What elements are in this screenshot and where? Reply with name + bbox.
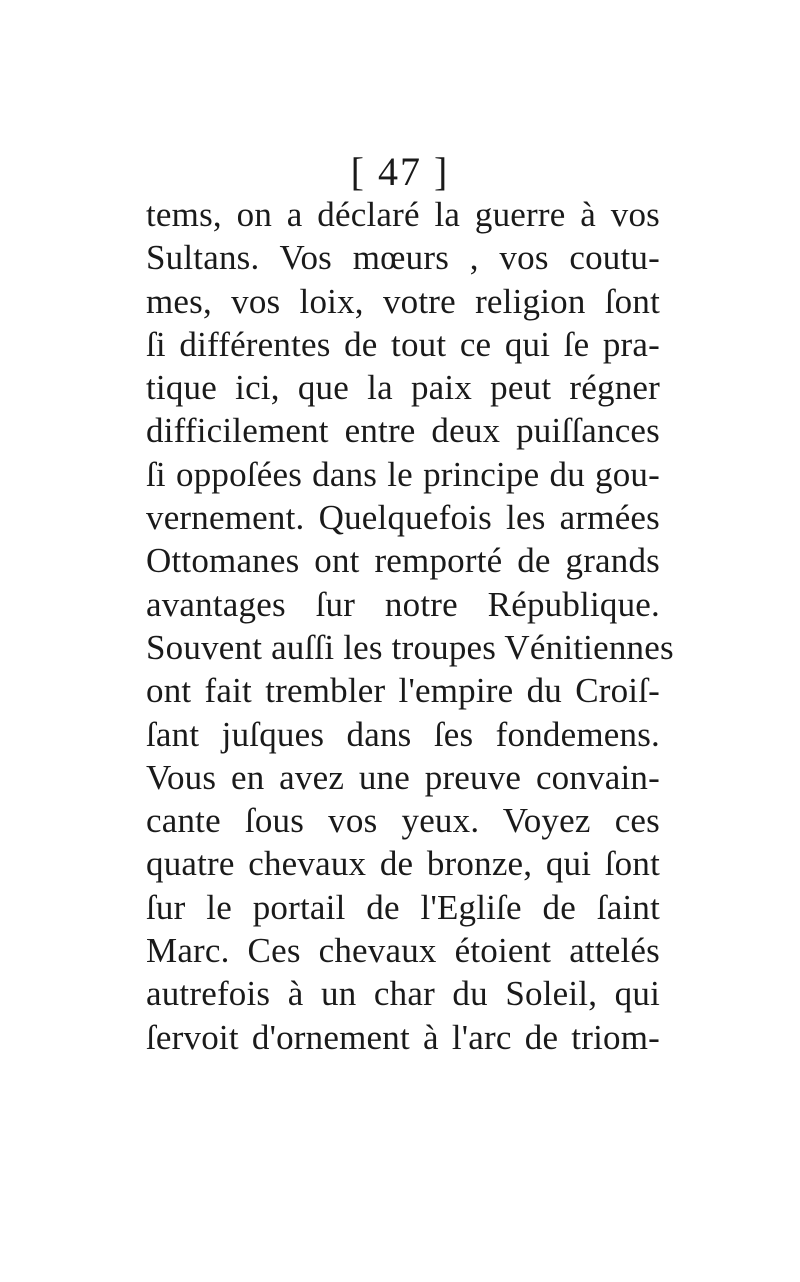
text-line: ont fait trembler l'empire du Croiſ- bbox=[146, 671, 660, 711]
text-line: avantages ſur notre République. bbox=[146, 584, 660, 624]
text-line: ſi différentes de tout ce qui ſe pra- bbox=[146, 324, 660, 364]
page-number: [ 47 ] bbox=[350, 149, 450, 194]
text-line: mes, vos loix, votre religion ſont bbox=[146, 281, 660, 321]
text-line: Souvent auſſi les troupes Vénitiennes bbox=[146, 627, 674, 667]
text-line: vernement. Quelquefois les armées bbox=[146, 498, 660, 538]
text-line: difficilement entre deux puiſſances bbox=[146, 411, 660, 451]
text-line: tems, on a déclaré la guerre à vos bbox=[146, 195, 660, 234]
text-line: ſervoit d'ornement à l'arc de triom- bbox=[146, 1017, 660, 1057]
text-line: cante ſous vos yeux. Voyez ces bbox=[146, 801, 660, 841]
text-line: ſi oppoſées dans le principe du gou- bbox=[146, 454, 660, 494]
text-line: autrefois à un char du Soleil, qui bbox=[146, 974, 660, 1014]
text-line: Marc. Ces chevaux étoient attelés bbox=[146, 931, 660, 971]
text-line: Sultans. Vos mœurs , vos coutu- bbox=[146, 238, 660, 278]
text-line: tique ici, que la paix peut régner bbox=[146, 368, 660, 408]
text-line: ſant juſques dans ſes fondemens. bbox=[146, 714, 660, 754]
body-text bbox=[146, 193, 674, 1059]
text-line: Vous en avez une preuve convain- bbox=[146, 757, 660, 797]
text-line: quatre chevaux de bronze, qui ſont bbox=[146, 844, 660, 884]
text-line: ſur le portail de l'Egliſe de ſaint bbox=[146, 887, 660, 927]
text-line: Ottomanes ont remporté de grands bbox=[146, 541, 660, 581]
